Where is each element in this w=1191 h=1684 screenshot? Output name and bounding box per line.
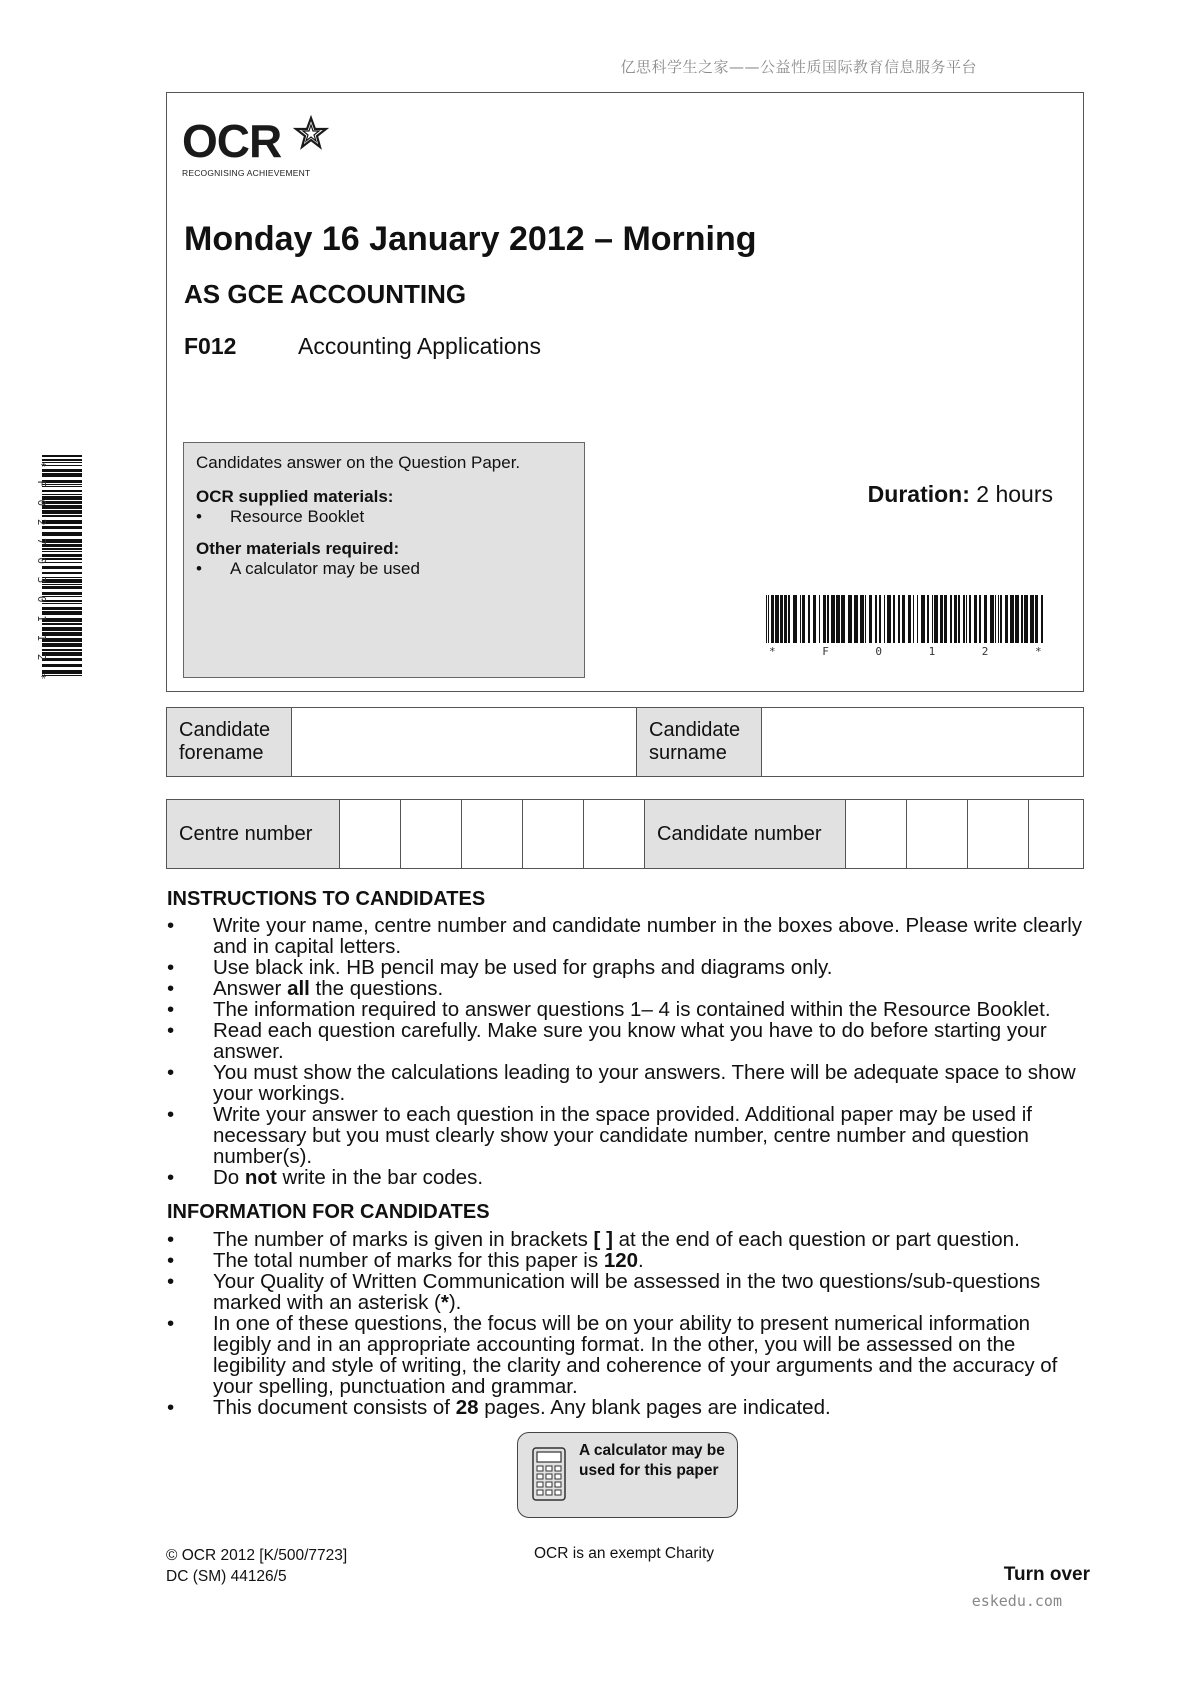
candidate-number-table bbox=[166, 799, 1084, 869]
barcode-bar bbox=[827, 595, 829, 643]
calculator-note-text: A calculator may be used for this paper bbox=[579, 1442, 725, 1479]
centre-number-box[interactable] bbox=[401, 800, 462, 869]
site-watermark: eskedu.com bbox=[971, 1592, 1062, 1610]
list-item-text: Read each question carefully. Make sure you know what you have to do before starting your answer. bbox=[213, 1019, 1047, 1063]
barcode-bar bbox=[788, 595, 790, 643]
barcode-bar bbox=[808, 595, 810, 643]
barcode-char: 3 bbox=[35, 576, 48, 584]
barcode-bar bbox=[1021, 595, 1023, 643]
logo-wordmark: OCR bbox=[182, 115, 282, 167]
barcode-bar bbox=[42, 623, 82, 625]
copyright bbox=[166, 1545, 347, 1587]
list-item bbox=[167, 1397, 1087, 1418]
star-icon bbox=[294, 116, 328, 150]
list-item-text: Write your name, centre number and candidate number in the boxes above. Please write clearly and in capital letters. bbox=[213, 914, 1083, 958]
centre-number-label: Centre number bbox=[167, 800, 340, 869]
barcode-bar bbox=[42, 473, 82, 477]
copyright-line-1: © OCR 2012 [K/500/7723] bbox=[166, 1547, 348, 1564]
list-item-text: the questions. bbox=[309, 977, 444, 1000]
barcode-bar bbox=[995, 595, 996, 643]
list-item bbox=[167, 915, 1087, 957]
list-item-text: * bbox=[440, 1291, 449, 1314]
list-item-text: write in the bar codes. bbox=[276, 1166, 484, 1189]
barcode-bar bbox=[902, 595, 905, 643]
list-item bbox=[167, 999, 1087, 1020]
barcode-bar bbox=[42, 603, 82, 604]
barcode-bar bbox=[775, 595, 779, 643]
barcode-char: F bbox=[35, 480, 48, 487]
barcode-bar bbox=[893, 595, 895, 643]
barcode-bar bbox=[1000, 595, 1002, 643]
barcode-char: * bbox=[769, 645, 776, 658]
list-item-text: . bbox=[638, 1249, 644, 1272]
barcode-char: 1 bbox=[928, 645, 936, 658]
barcode-bar bbox=[42, 515, 82, 517]
barcode-bar bbox=[944, 595, 947, 643]
list-item bbox=[167, 1167, 1087, 1188]
barcode-bar bbox=[836, 595, 840, 643]
barcode-bar bbox=[831, 595, 835, 643]
candidate-number-box[interactable] bbox=[907, 800, 968, 869]
charity-note: OCR is an exempt Charity bbox=[534, 1545, 715, 1562]
barcode-char: F bbox=[822, 645, 829, 658]
information-list bbox=[167, 1229, 1087, 1418]
list-item bbox=[167, 1062, 1087, 1104]
barcode-char: * bbox=[35, 673, 48, 680]
barcode-bar bbox=[42, 510, 82, 514]
list-item-text: not bbox=[244, 1166, 277, 1189]
centre-number-box[interactable] bbox=[523, 800, 584, 869]
barcode-bar bbox=[954, 595, 957, 643]
barcode-char: * bbox=[35, 461, 48, 468]
supplied-item: • Resource Booklet bbox=[196, 507, 572, 527]
answer-note: Candidates answer on the Question Paper. bbox=[196, 453, 521, 472]
list-item-text: This document consists of bbox=[213, 1396, 456, 1419]
list-item bbox=[167, 1250, 1087, 1271]
barcode-bar bbox=[42, 551, 82, 552]
list-item-text: Write your answer to each question in the space provided. Additional paper may be used if necessary but you must clearly show your candidate number, centre number and question number(s). bbox=[213, 1103, 1032, 1168]
list-item bbox=[167, 978, 1087, 999]
barcode-bar bbox=[42, 572, 82, 574]
list-item-text: The information required to answer questions 1– 4 is contained within the Resource Booklet. bbox=[213, 998, 1051, 1021]
barcode-bar bbox=[934, 595, 938, 643]
other-materials-heading: Other materials required: bbox=[196, 539, 400, 558]
barcode-bar bbox=[865, 595, 866, 643]
barcode-bar bbox=[1024, 595, 1028, 643]
barcode-bar bbox=[963, 595, 965, 643]
copyright-line-2: DC (SM) 44126/5 bbox=[166, 1568, 287, 1585]
barcode-bar bbox=[42, 490, 82, 492]
exam-title: AS GCE ACCOUNTING bbox=[184, 279, 467, 309]
candidate-number-box[interactable] bbox=[1029, 800, 1084, 869]
barcode-bar bbox=[42, 649, 82, 651]
barcode-bar bbox=[921, 595, 925, 643]
candidate-number-label: Candidate number bbox=[645, 800, 846, 869]
barcode-char: 0 bbox=[35, 499, 48, 507]
candidate-number-box[interactable] bbox=[968, 800, 1029, 869]
barcode-char: 0 bbox=[875, 645, 883, 658]
barcode-bar bbox=[841, 595, 845, 643]
barcode-bar bbox=[875, 595, 877, 643]
barcode-bar bbox=[42, 627, 82, 631]
barcode-bar bbox=[813, 595, 816, 643]
barcode-bar bbox=[869, 595, 872, 643]
barcode-bar bbox=[802, 595, 805, 643]
barcode-bar bbox=[979, 595, 981, 643]
barcode-bar bbox=[1010, 595, 1014, 643]
unit-name: Accounting Applications bbox=[298, 333, 541, 359]
barcode-bar bbox=[42, 494, 82, 495]
barcode-bar bbox=[908, 595, 911, 643]
barcode-bar bbox=[927, 595, 929, 643]
candidate-number-box[interactable] bbox=[846, 800, 907, 869]
barcode-bar bbox=[42, 586, 82, 589]
list-item-text: Do bbox=[213, 1166, 245, 1189]
barcode-bar bbox=[913, 595, 914, 643]
barcode-char: * bbox=[1035, 645, 1042, 658]
barcode-bar bbox=[917, 595, 918, 643]
barcode-bar bbox=[1035, 595, 1038, 643]
calculator-note bbox=[517, 1432, 738, 1518]
duration bbox=[868, 481, 1053, 508]
barcode-bar bbox=[42, 566, 82, 569]
barcode-bar bbox=[1041, 595, 1043, 643]
list-item-text: The total number of marks for this paper is bbox=[213, 1249, 604, 1272]
list-item-text: You must show the calculations leading to your answers. There will be adequate space to show your workings. bbox=[213, 1061, 1076, 1105]
barcode-bar bbox=[969, 595, 971, 643]
barcode-bar bbox=[1015, 595, 1019, 643]
centre-number-box[interactable] bbox=[462, 800, 523, 869]
barcode-char: 2 bbox=[981, 645, 989, 658]
barcode-bar bbox=[42, 548, 82, 550]
logo-tagline: RECOGNISING ACHIEVEMENT bbox=[182, 168, 311, 178]
barcode-bar bbox=[42, 526, 82, 529]
barcode-char: 7 bbox=[35, 538, 48, 545]
list-item-text: pages. Any blank pages are indicated. bbox=[478, 1396, 831, 1419]
supplied-materials-heading: OCR supplied materials: bbox=[196, 487, 394, 506]
duration-value: 2 hours bbox=[976, 481, 1053, 507]
list-item bbox=[167, 1313, 1087, 1397]
barcode-bar bbox=[768, 595, 769, 643]
instructions-heading: INSTRUCTIONS TO CANDIDATES bbox=[167, 888, 486, 910]
barcode-bar bbox=[860, 595, 864, 643]
barcode-bar bbox=[42, 643, 82, 647]
barcode-bar bbox=[950, 595, 952, 643]
barcode-bar bbox=[784, 595, 787, 643]
barcode-bar bbox=[42, 592, 82, 595]
barcode-char: 0 bbox=[35, 557, 48, 564]
list-item bbox=[167, 1020, 1087, 1062]
barcode-bar bbox=[42, 469, 82, 472]
list-item-text: Your Quality of Written Communication will be assessed in the two questions/sub-questions marked with an asterisk ( bbox=[213, 1270, 1041, 1314]
duration-label: Duration: bbox=[867, 481, 970, 507]
list-item-text: 28 bbox=[455, 1396, 479, 1419]
barcode-bar bbox=[793, 595, 797, 643]
barcode-bar bbox=[848, 595, 852, 643]
barcode-bar bbox=[42, 455, 82, 457]
list-item-text: ). bbox=[448, 1291, 462, 1314]
list-item-text: 120 bbox=[603, 1249, 639, 1272]
barcode-bar bbox=[898, 595, 900, 643]
other-item: • A calculator may be used bbox=[196, 559, 572, 579]
barcode-bar bbox=[42, 584, 82, 585]
forename-label: Candidate forename bbox=[167, 708, 292, 777]
barcode-bar bbox=[884, 595, 885, 643]
barcode-bar bbox=[819, 595, 820, 643]
barcode-bar bbox=[823, 595, 826, 643]
barcode-bar bbox=[998, 595, 999, 643]
materials-box bbox=[183, 442, 585, 678]
barcode-bar bbox=[780, 595, 783, 643]
barcode-char: 1 bbox=[35, 634, 48, 642]
calculator-icon bbox=[532, 1447, 566, 1501]
barcode-bar bbox=[42, 664, 82, 667]
list-item bbox=[167, 957, 1087, 978]
list-item-text: [ ] bbox=[593, 1228, 613, 1251]
list-item-text: Use black ink. HB pencil may be used for graphs and diagrams only. bbox=[213, 956, 833, 979]
ocr-logo bbox=[182, 115, 342, 190]
list-item-text: at the end of each question or part question. bbox=[612, 1228, 1020, 1251]
surname-label: Candidate surname bbox=[637, 708, 762, 777]
list-item-text: The number of marks is given in brackets bbox=[213, 1228, 594, 1251]
barcode-bar bbox=[1005, 595, 1008, 643]
barcode-bar bbox=[990, 595, 994, 643]
centre-number-box[interactable] bbox=[340, 800, 401, 869]
barcode-char: 2 bbox=[35, 518, 48, 526]
list-item-text: Answer bbox=[213, 977, 288, 1000]
barcode-bar bbox=[966, 595, 967, 643]
main-barcode bbox=[764, 595, 1046, 658]
barcode-char: 1 bbox=[35, 615, 48, 622]
barcode-bar bbox=[879, 595, 881, 643]
barcode-bar bbox=[984, 595, 987, 643]
barcode-bar bbox=[854, 595, 858, 643]
barcode-bar bbox=[42, 532, 82, 536]
barcode-char: 0 bbox=[35, 595, 48, 603]
instructions-list bbox=[167, 915, 1087, 1188]
barcode-bar bbox=[887, 595, 891, 643]
list-item bbox=[167, 1104, 1087, 1167]
barcode-bar bbox=[940, 595, 943, 643]
exam-date: Monday 16 January 2012 – Morning bbox=[184, 220, 757, 258]
barcode-bar bbox=[766, 595, 767, 643]
forename-field[interactable] bbox=[292, 708, 637, 777]
watermark-text: 亿思科学生之家——公益性质国际教育信息服务平台 bbox=[620, 58, 977, 76]
side-barcode bbox=[35, 453, 98, 681]
list-item bbox=[167, 1271, 1087, 1313]
barcode-bar bbox=[958, 595, 960, 643]
surname-field[interactable] bbox=[762, 708, 1084, 777]
list-item bbox=[167, 1229, 1087, 1250]
list-item-text: all bbox=[287, 977, 310, 1000]
turn-over: Turn over bbox=[1003, 1564, 1090, 1585]
list-item-text: In one of these questions, the focus will be on your ability to present numerical information legibly and in an appropriate accounting format. In the other, you will be assessed on the legibility and style of writing, the clarity and coherence of your arguments and the accuracy of your spelling, punctuation and grammar. bbox=[213, 1312, 1058, 1398]
barcode-bar bbox=[1030, 595, 1034, 643]
unit-code: F012 bbox=[184, 333, 237, 359]
candidate-name-table bbox=[166, 707, 1084, 777]
barcode-bar bbox=[974, 595, 977, 643]
barcode-bar bbox=[932, 595, 933, 643]
information-heading: INFORMATION FOR CANDIDATES bbox=[167, 1201, 490, 1223]
centre-number-box[interactable] bbox=[584, 800, 645, 869]
barcode-bar bbox=[771, 595, 774, 643]
barcode-bar bbox=[800, 595, 801, 643]
barcode-char: 2 bbox=[35, 653, 48, 661]
barcode-bar bbox=[42, 607, 82, 610]
